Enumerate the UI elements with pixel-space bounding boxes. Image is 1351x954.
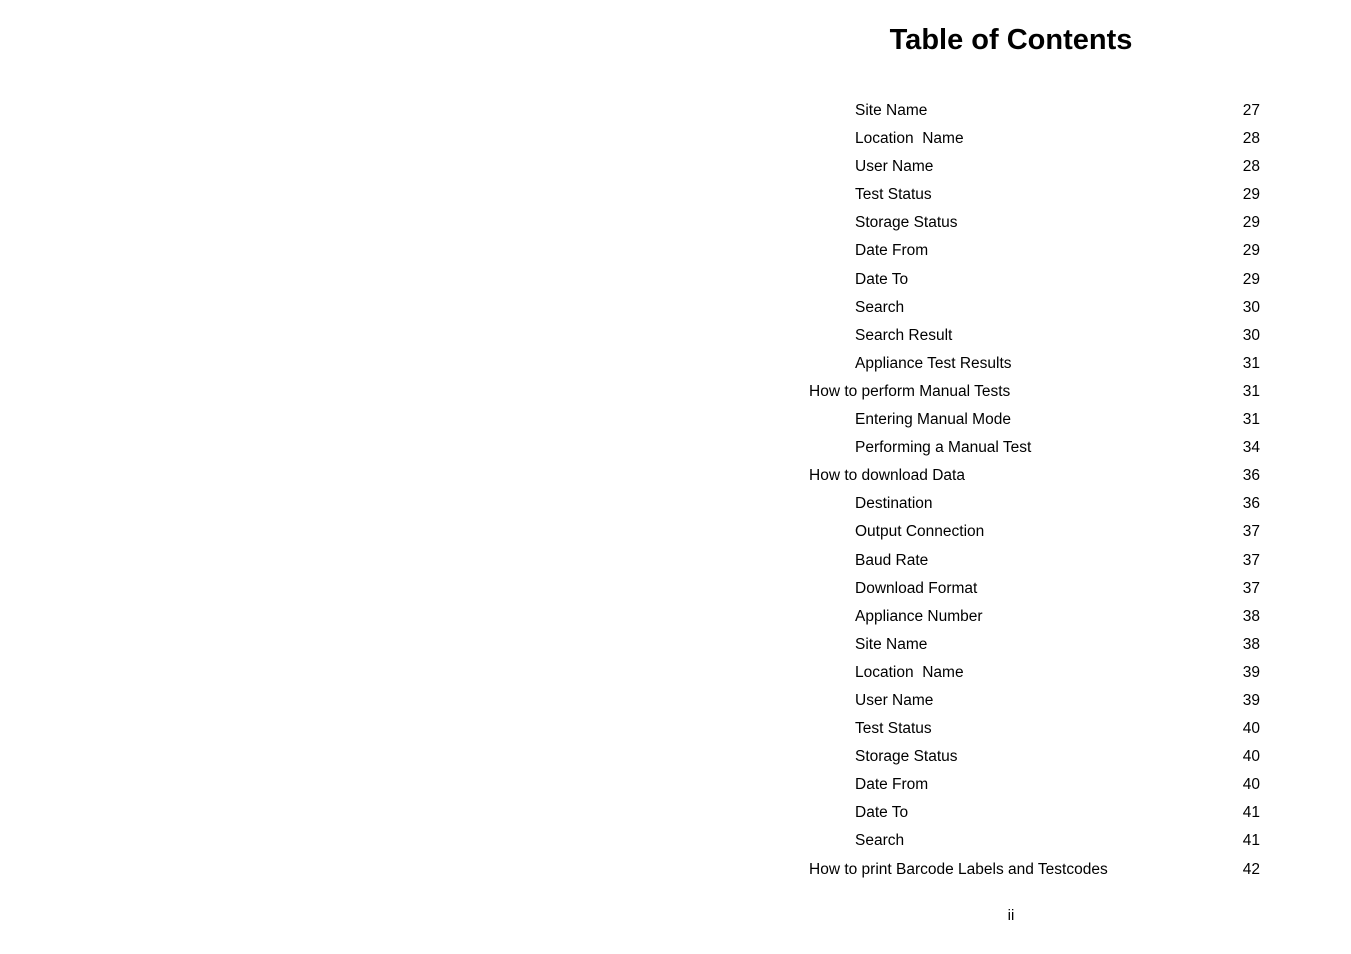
toc-entry[interactable] <box>809 237 1260 265</box>
toc-entry-title: Storage Status <box>855 214 958 232</box>
toc-entry[interactable] <box>809 771 1260 799</box>
dot-leader <box>967 479 1241 480</box>
toc-entry-title: Location Name <box>855 663 964 681</box>
toc-entry[interactable] <box>809 125 1260 153</box>
toc-entry-title: Date To <box>855 804 909 822</box>
dot-leader <box>966 142 1241 143</box>
dot-leader <box>935 507 1241 508</box>
toc-entry-page-number: 38 <box>1242 635 1260 653</box>
toc-entry-page-number: 31 <box>1242 411 1260 429</box>
dot-leader <box>910 816 1241 817</box>
toc-entry-page-number: 29 <box>1242 214 1260 232</box>
dot-leader <box>960 226 1241 227</box>
toc-entry-page-number: 36 <box>1242 495 1260 513</box>
dot-leader <box>935 170 1240 171</box>
toc-entry-title: Appliance Test Results <box>855 354 1012 372</box>
toc-entry-page-number: 29 <box>1242 242 1260 260</box>
toc-entry-title: Performing a Manual Test <box>855 439 1032 457</box>
toc-entry[interactable] <box>809 715 1260 743</box>
dot-leader <box>930 254 1241 255</box>
toc-entry[interactable] <box>809 434 1260 462</box>
toc-entry-title: How to perform Manual Tests <box>809 382 1011 400</box>
toc-entry[interactable] <box>809 350 1260 378</box>
toc-entry[interactable] <box>809 575 1260 603</box>
toc-entry-title: Test Status <box>855 186 932 204</box>
toc-entry-title: Appliance Number <box>855 607 983 625</box>
toc-entry[interactable] <box>809 97 1260 125</box>
toc-entry-page-number: 37 <box>1242 523 1260 541</box>
toc-entry-page-number: 37 <box>1242 579 1260 597</box>
toc-list <box>809 97 1260 884</box>
dot-leader <box>1110 873 1241 874</box>
toc-entry-title: Storage Status <box>855 748 958 766</box>
toc-entry-page-number: 28 <box>1242 158 1260 176</box>
toc-entry-title: Test Status <box>855 720 932 738</box>
toc-entry-page-number: 40 <box>1242 748 1260 766</box>
toc-entry-title: How to download Data <box>809 467 965 485</box>
toc-entry-title: Date From <box>855 776 929 794</box>
dot-leader <box>1033 451 1240 452</box>
dot-leader <box>930 788 1241 789</box>
dot-leader <box>960 760 1241 761</box>
toc-entry[interactable] <box>809 827 1260 855</box>
page-number: ii <box>1007 907 1015 924</box>
toc-entry[interactable] <box>809 856 1260 884</box>
dot-leader <box>930 564 1241 565</box>
toc-entry-title: Date From <box>855 242 929 260</box>
toc-entry[interactable] <box>809 406 1260 434</box>
toc-entry-page-number: 41 <box>1242 832 1260 850</box>
page-title: Table of Contents <box>889 24 1133 56</box>
toc-entry-page-number: 40 <box>1242 776 1260 794</box>
toc-entry-page-number: 37 <box>1242 551 1260 569</box>
toc-entry-page-number: 30 <box>1242 298 1260 316</box>
toc-entry[interactable] <box>809 659 1260 687</box>
toc-entry-title: Site Name <box>855 635 928 653</box>
dot-leader <box>906 311 1241 312</box>
toc-entry-title: Download Format <box>855 579 978 597</box>
dot-leader <box>966 676 1241 677</box>
toc-entry[interactable] <box>809 687 1260 715</box>
toc-entry[interactable] <box>809 322 1260 350</box>
toc-entry-page-number: 27 <box>1242 102 1260 119</box>
toc-entry[interactable] <box>809 547 1260 575</box>
toc-entry-title: How to print Barcode Labels and Testcodes <box>809 860 1108 878</box>
toc-entry-page-number: 34 <box>1242 439 1260 457</box>
dot-leader <box>1013 423 1241 424</box>
dot-leader <box>906 844 1241 845</box>
toc-entry-page-number: 42 <box>1242 860 1260 878</box>
toc-entry[interactable] <box>809 266 1260 294</box>
toc-entry[interactable] <box>809 743 1260 771</box>
dot-leader <box>1012 395 1240 396</box>
dot-leader <box>1014 367 1241 368</box>
toc-entry-title: Search Result <box>855 326 953 344</box>
toc-entry-title: Date To <box>855 270 909 288</box>
dot-leader <box>954 339 1240 340</box>
toc-entry[interactable] <box>809 153 1260 181</box>
toc-entry-page-number: 28 <box>1242 130 1260 148</box>
toc-entry-page-number: 29 <box>1242 186 1260 204</box>
toc-entry-title: Destination <box>855 495 933 513</box>
dot-leader <box>910 283 1241 284</box>
dot-leader <box>929 114 1240 115</box>
toc-entry[interactable] <box>809 799 1260 827</box>
toc-entry-title: Baud Rate <box>855 551 929 569</box>
dot-leader <box>979 592 1240 593</box>
toc-entry-page-number: 30 <box>1242 326 1260 344</box>
dot-leader <box>934 732 1241 733</box>
toc-entry-title: Output Connection <box>855 523 985 541</box>
toc-entry-page-number: 36 <box>1242 467 1260 485</box>
toc-entry-page-number: 29 <box>1242 270 1260 288</box>
toc-entry-title: Search <box>855 832 905 850</box>
toc-entry[interactable] <box>809 603 1260 631</box>
toc-entry-page-number: 40 <box>1242 720 1260 738</box>
dot-leader <box>929 648 1240 649</box>
toc-entry[interactable] <box>809 294 1260 322</box>
toc-entry[interactable] <box>809 181 1260 209</box>
toc-entry-title: Entering Manual Mode <box>855 411 1011 429</box>
toc-entry-title: User Name <box>855 691 934 709</box>
toc-entry[interactable] <box>809 378 1260 406</box>
toc-entry-page-number: 41 <box>1242 804 1260 822</box>
toc-entry-page-number: 31 <box>1242 354 1260 372</box>
toc-entry[interactable] <box>809 518 1260 546</box>
toc-entry-page-number: 39 <box>1242 691 1260 709</box>
toc-entry-title: User Name <box>855 158 934 176</box>
toc-entry-page-number: 31 <box>1242 382 1260 400</box>
toc-entry[interactable] <box>809 462 1260 490</box>
toc-entry-title: Search <box>855 298 905 316</box>
toc-entry[interactable] <box>809 209 1260 237</box>
dot-leader <box>986 535 1240 536</box>
toc-entry-title: Site Name <box>855 102 928 119</box>
dot-leader <box>935 704 1240 705</box>
toc-entry-page-number: 38 <box>1242 607 1260 625</box>
toc-entry-page-number: 39 <box>1242 663 1260 681</box>
dot-leader <box>985 620 1241 621</box>
toc-entry-title: Location Name <box>855 130 964 148</box>
dot-leader <box>934 198 1241 199</box>
toc-entry[interactable] <box>809 490 1260 518</box>
toc-entry[interactable] <box>809 631 1260 659</box>
